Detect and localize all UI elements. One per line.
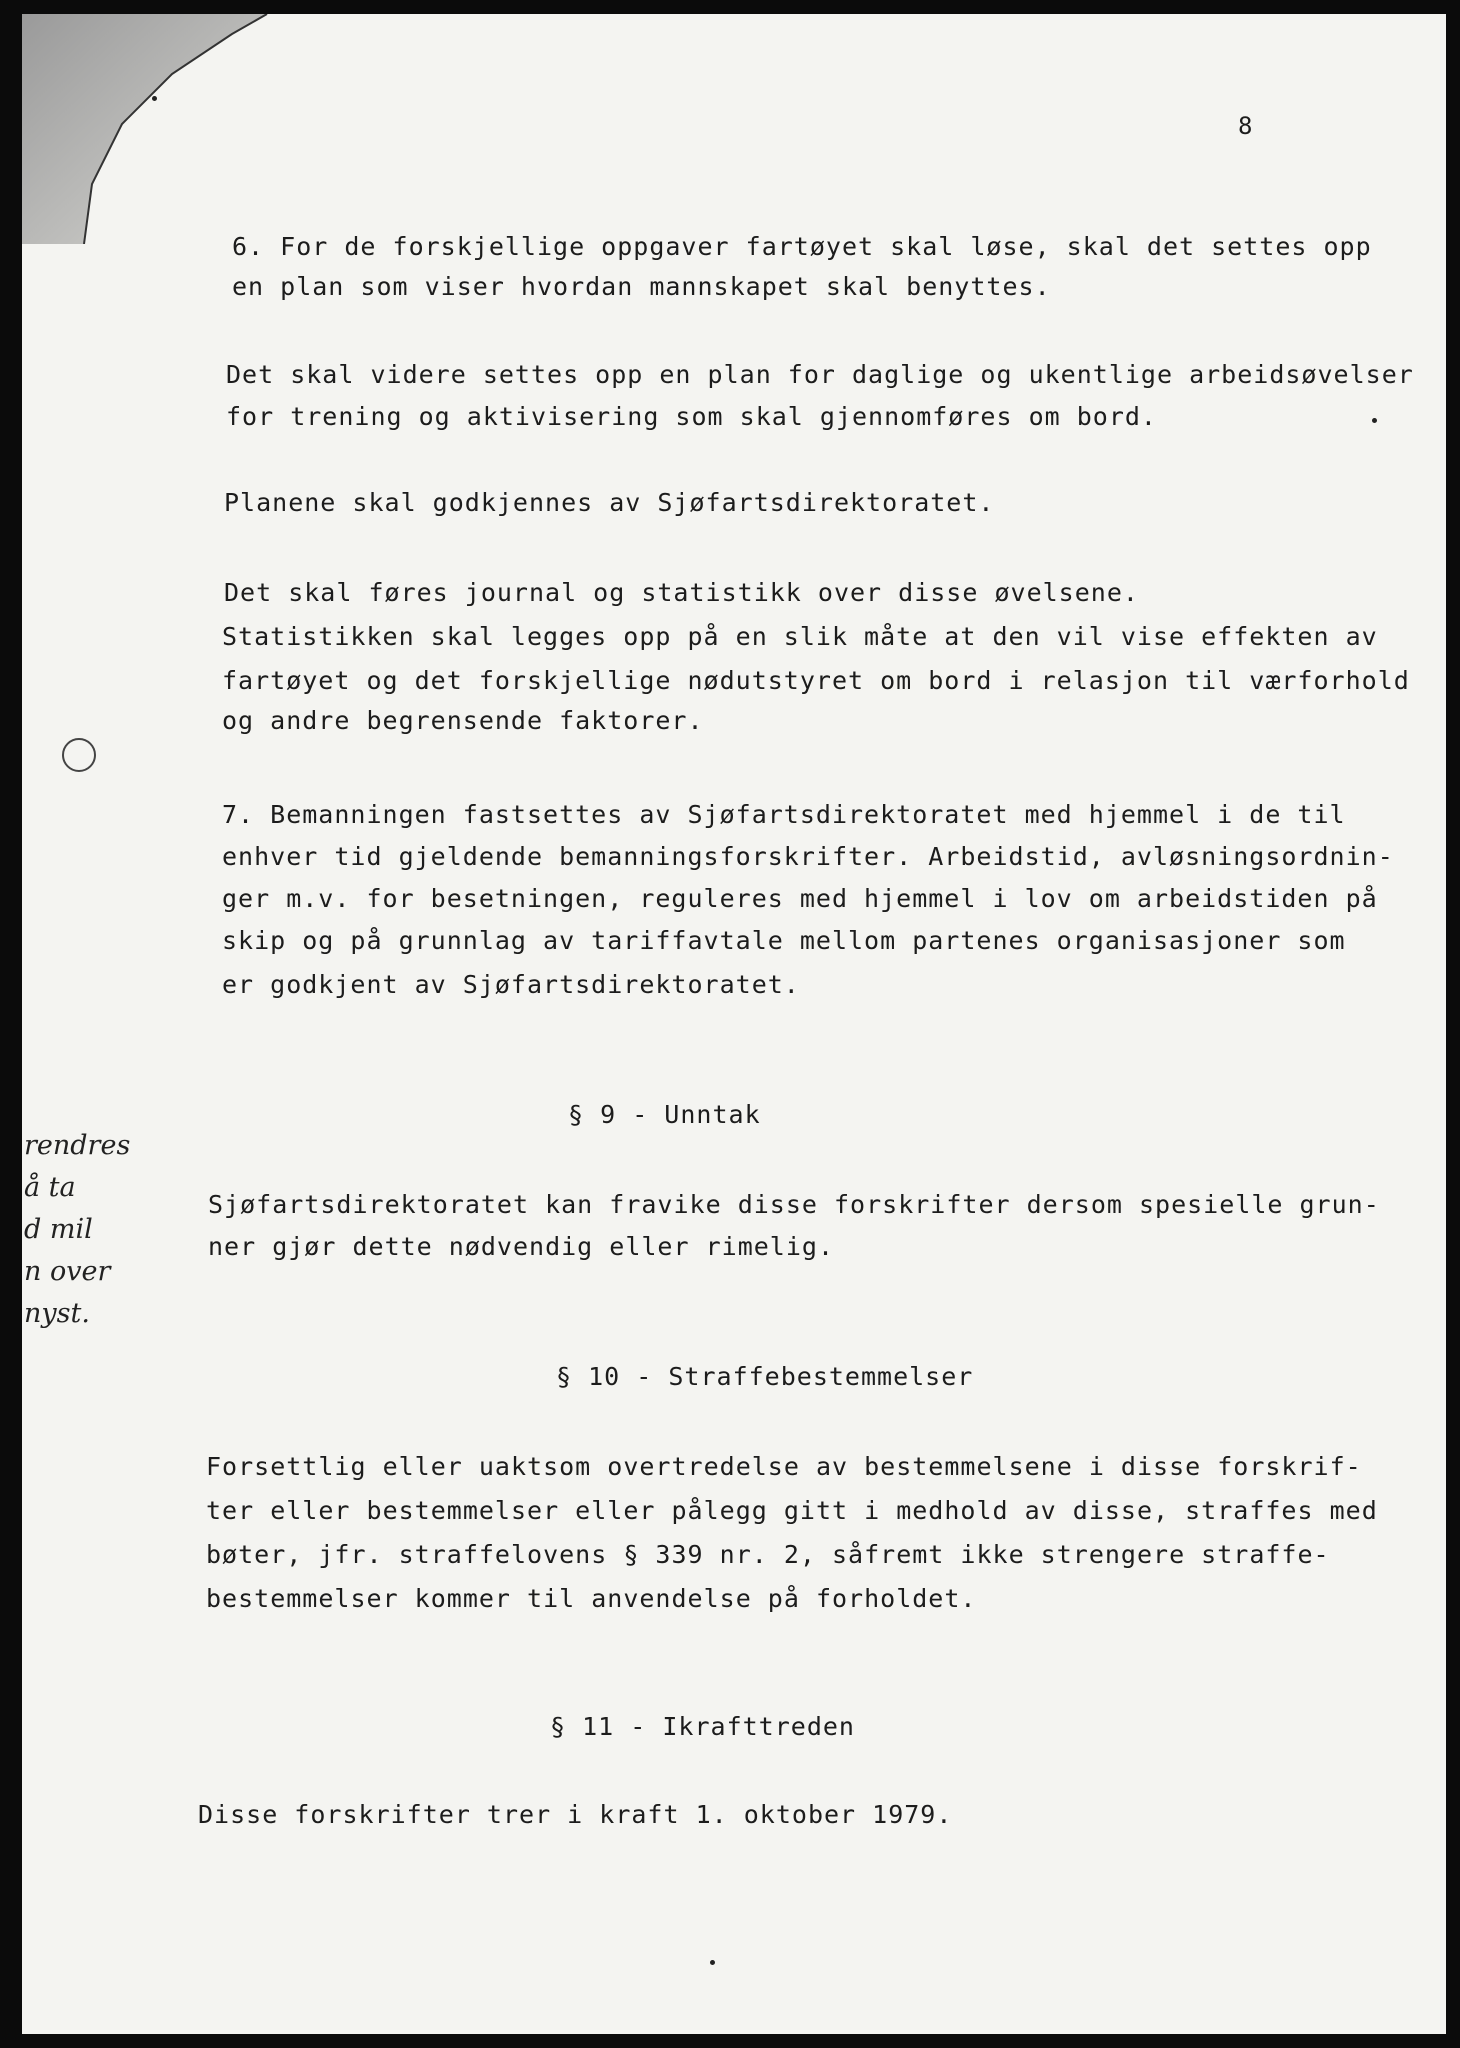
speck <box>710 1960 715 1965</box>
margin-note-line: å ta <box>24 1172 76 1203</box>
section6-line-3: Det skal videre settes opp en plan for daglige og ukentlige arbeidsøvelser <box>226 360 1414 389</box>
speck <box>1372 418 1377 423</box>
margin-note-line: nyst. <box>24 1298 90 1329</box>
margin-note-line: n over <box>24 1256 111 1287</box>
page-number: 8 <box>1238 112 1253 140</box>
section6-line-4: for trening og aktivisering som skal gjennomføres om bord. <box>226 402 1157 431</box>
handwritten-margin-note <box>24 1125 164 1335</box>
section7-line-5: er godkjent av Sjøfartsdirektoratet. <box>222 970 800 999</box>
section7-line-3: ger m.v. for besetningen, reguleres med hjemmel i lov om arbeidstiden på <box>222 884 1378 913</box>
paragraph9-heading: § 9 - Unntak <box>568 1100 761 1129</box>
paragraph11-heading: § 11 - Ikrafttreden <box>550 1712 855 1741</box>
paragraph10-heading: § 10 - Straffebestemmelser <box>556 1362 974 1391</box>
section6-line-1: 6. For de forskjellige oppgaver fartøyet skal løse, skal det settes opp <box>232 232 1372 261</box>
paragraph9-line-2: ner gjør dette nødvendig eller rimelig. <box>208 1232 834 1261</box>
speck <box>152 96 157 101</box>
paragraph10-line-4: bestemmelser kommer til anvendelse på forholdet. <box>206 1584 977 1613</box>
page-corner-fold <box>22 14 282 244</box>
paragraph10-line-3: bøter, jfr. straffelovens § 339 nr. 2, såfremt ikke strengere straffe- <box>206 1540 1330 1569</box>
punch-hole <box>62 738 96 772</box>
section7-line-4: skip og på grunnlag av tariffavtale mellom partenes organisasjoner som <box>222 926 1346 955</box>
section6-line-9: og andre begrensende faktorer. <box>222 706 704 735</box>
section6-line-8: fartøyet og det forskjellige nødutstyret om bord i relasjon til værforhold <box>222 666 1410 695</box>
margin-note-line: d mil <box>24 1214 93 1245</box>
section6-line-6: Det skal føres journal og statistikk over disse øvelsene. <box>224 578 1139 607</box>
section6-line-2: en plan som viser hvordan mannskapet skal benyttes. <box>232 272 1051 301</box>
paragraph10-line-1: Forsettlig eller uaktsom overtredelse av bestemmelsene i disse forskrif- <box>206 1452 1362 1481</box>
section6-line-5: Planene skal godkjennes av Sjøfartsdirektoratet. <box>224 488 995 517</box>
paragraph9-line-1: Sjøfartsdirektoratet kan fravike disse forskrifter dersom spesielle grun- <box>208 1190 1380 1219</box>
section7-line-1: 7. Bemanningen fastsettes av Sjøfartsdirektoratet med hjemmel i de til <box>222 800 1346 829</box>
paragraph11-line-1: Disse forskrifter trer i kraft 1. oktober 1979. <box>198 1800 953 1829</box>
section7-line-2: enhver tid gjeldende bemanningsforskrifter. Arbeidstid, avløsningsordnin- <box>222 842 1394 871</box>
margin-note-line: rendres <box>24 1130 131 1161</box>
section6-line-7: Statistikken skal legges opp på en slik måte at den vil vise effekten av <box>222 622 1378 651</box>
paragraph10-line-2: ter eller bestemmelser eller pålegg gitt i medhold av disse, straffes med <box>206 1496 1378 1525</box>
